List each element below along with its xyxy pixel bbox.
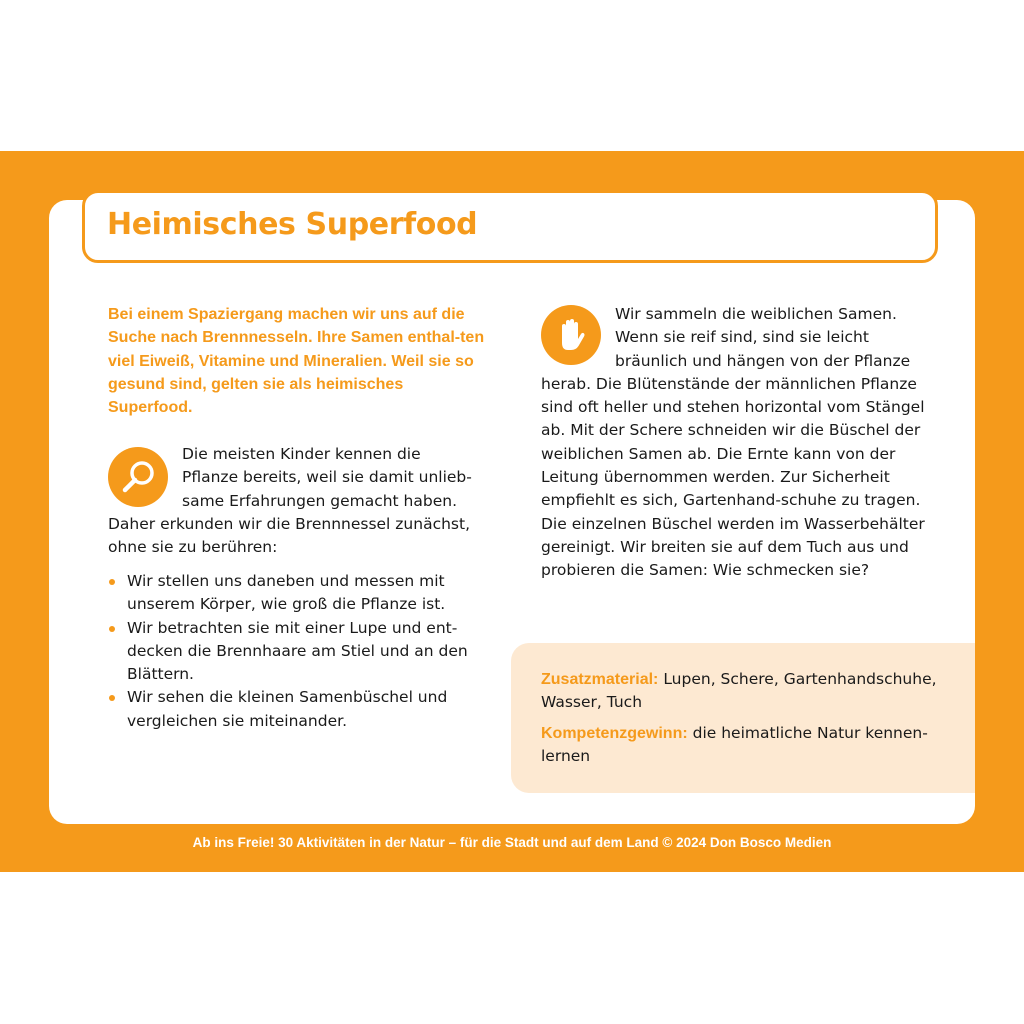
- right-paragraph-block: [541, 303, 926, 583]
- material-line: [541, 668, 961, 715]
- material-text: Lupen, Schere, Gartenhandschuhe, Wasser, Tuch: [541, 670, 937, 712]
- hand-icon: [541, 305, 601, 365]
- list-item: Wir sehen die kleinen Samenbüschel und vergleichen sie miteinander.: [108, 686, 478, 733]
- footer-copyright: Ab ins Freie! 30 Aktivitäten in der Natur – für die Stadt und auf dem Land © 2024 Don Bosco Medien: [192, 835, 832, 850]
- title-box: [82, 190, 938, 263]
- competence-label: Kompetenzgewinn:: [541, 724, 688, 742]
- left-paragraph: Die meisten Kinder kennen die Pflanze bereits, weil sie damit unlieb-same Erfahrungen gemacht haben. Daher erkunden wir die Brennnessel zunächst, ohne sie zu berühren:: [108, 445, 472, 557]
- right-paragraph: Wir sammeln die weiblichen Samen. Wenn sie reif sind, sind sie leicht bräunlich und hängen von der Pflanze herab. Die Blütenstände der männlichen Pflanze sind oft heller und stehen horizontal vom Stängel ab. Mit der Schere schneiden wir die Büschel der weiblichen Samen ab. Die Ernte kann von der Leitung übernommen werden. Zur Sicherheit empfiehlt es sich, Gartenhand-schuhe zu tragen. Die einzelnen Büschel werden im Wasserbehälter gereinigt. Wir breiten sie auf dem Tuch aus und probieren die Samen: Wie schmecken sie?: [541, 305, 925, 580]
- intro-text: Bei einem Spaziergang machen wir uns auf die Suche nach Brennnesseln. Ihre Samen enthal-ten viel Eiweiß, Vitamine und Mineralien. Weil sie so gesund sind, gelten sie als heimisches Superfood.: [108, 306, 485, 417]
- left-paragraph-block: [108, 443, 480, 559]
- material-panel: [511, 643, 975, 793]
- list-item: Wir betrachten sie mit einer Lupe und ent-decken die Brennhaare am Stiel und an den Blättern.: [108, 617, 478, 687]
- material-label: Zusatzmaterial:: [541, 671, 659, 688]
- competence-line: [541, 722, 961, 769]
- card-title: Heimisches Superfood: [107, 207, 478, 242]
- magnifier-icon: [108, 447, 168, 507]
- list-item: Wir stellen uns daneben und messen mit unserem Körper, wie groß die Pflanze ist.: [108, 570, 478, 617]
- bullet-list: [108, 570, 478, 733]
- competence-text: die heimatliche Natur kennen-lernen: [541, 723, 928, 765]
